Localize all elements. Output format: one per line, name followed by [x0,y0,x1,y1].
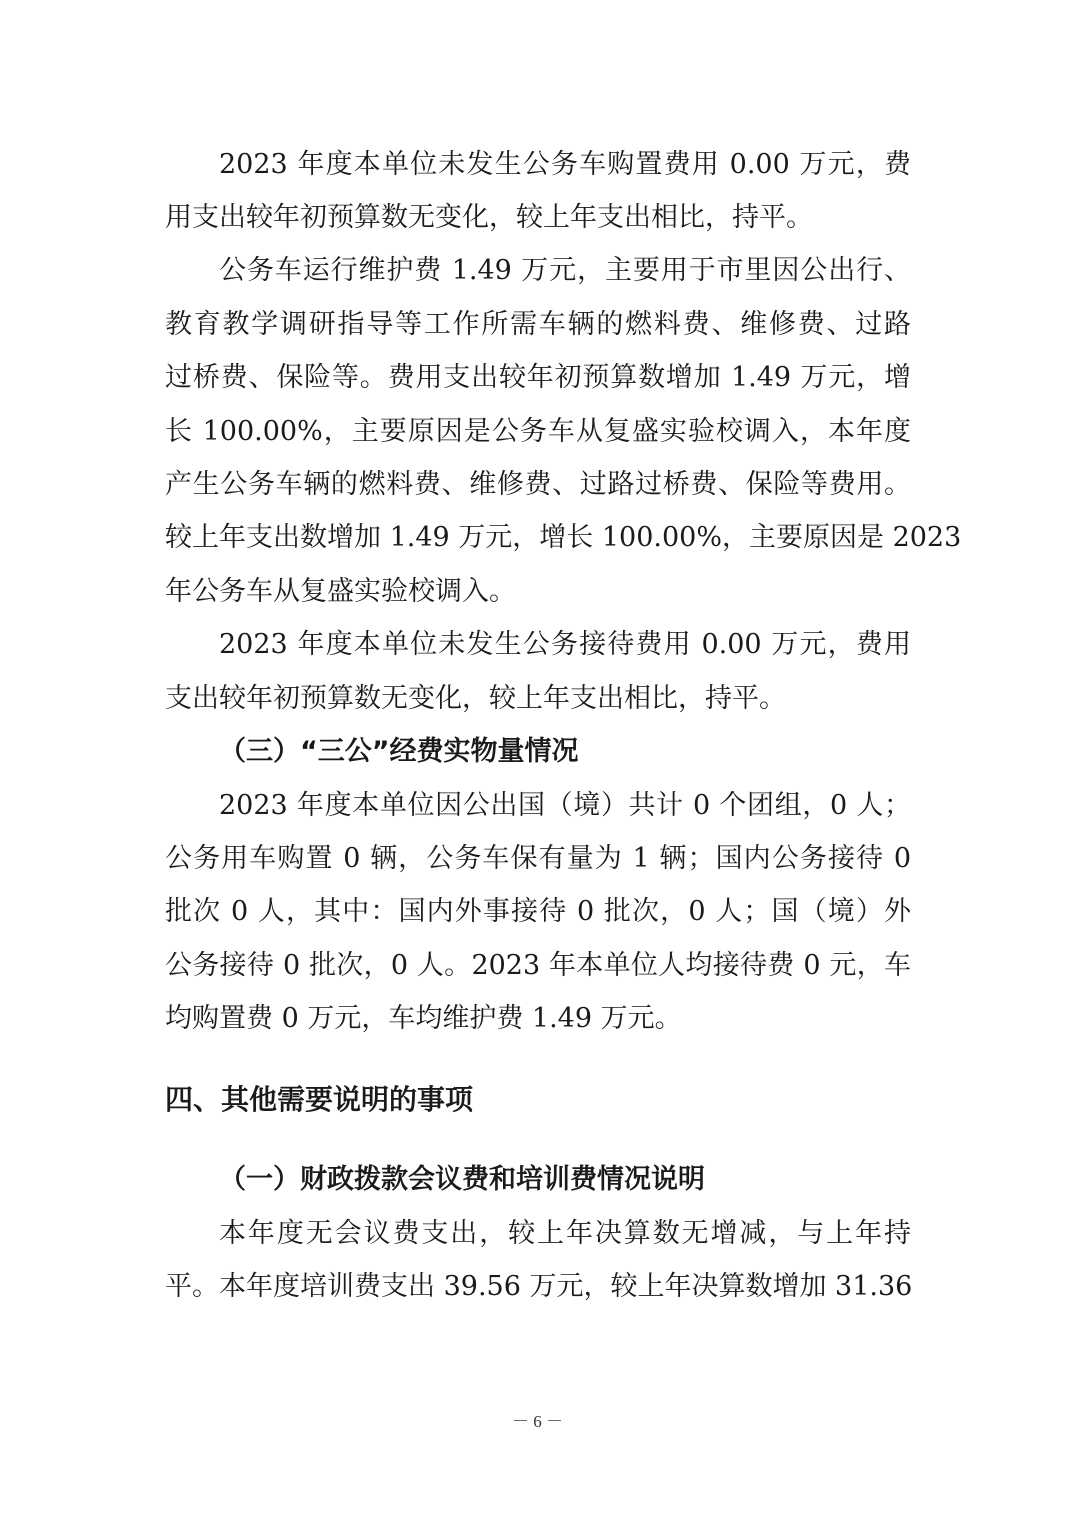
paragraph-line: 年公务车从复盛实验校调入。 [165,576,516,607]
paragraph-line: 均购置费 0 万元，车均维护费 1.49 万元。 [165,1003,682,1034]
paragraph-line: 2023 年度本单位未发生公务接待费用 0.00 万元，费用 [219,629,911,660]
paragraph-line: 长 100.00%，主要原因是公务车从复盛实验校调入，本年度 [165,416,911,447]
paragraph-line: 平。本年度培训费支出 39.56 万元，较上年决算数增加 31.36 [165,1271,913,1302]
paragraph-line: 教育教学调研指导等工作所需车辆的燃料费、维修费、过路 [165,309,911,340]
paragraph-line: 公务接待 0 批次，0 人。2023 年本单位人均接待费 0 元，车 [165,950,911,981]
paragraph-line: 产生公务车辆的燃料费、维修费、过路过桥费、保险等费用。 [165,469,911,500]
paragraph-line: 用支出较年初预算数无变化，较上年支出相比，持平。 [165,202,813,233]
subheading-three: （三）“三公”经费实物量情况 [219,736,579,767]
paragraph-line: 过桥费、保险等。费用支出较年初预算数增加 1.49 万元，增 [165,362,911,393]
paragraph-line: 批次 0 人，其中：国内外事接待 0 批次，0 人；国（境）外 [165,896,911,927]
paragraph-line: 较上年支出数增加 1.49 万元，增长 100.00%，主要原因是 2023 [165,522,962,553]
paragraph-line: 2023 年度本单位未发生公务车购置费用 0.00 万元，费 [219,149,911,180]
section-heading: 四、其他需要说明的事项 [165,1083,474,1116]
paragraph-line: 2023 年度本单位因公出国（境）共计 0 个团组，0 人； [219,790,911,821]
subheading-one: （一）财政拨款会议费和培训费情况说明 [219,1164,705,1195]
paragraph-line: 公务车运行维护费 1.49 万元，主要用于市里因公出行、 [219,255,911,286]
paragraph-line: 公务用车购置 0 辆，公务车保有量为 1 辆；国内公务接待 0 [165,843,911,874]
paragraph-line: 支出较年初预算数无变化，较上年支出相比，持平。 [165,683,786,714]
page-number: － 6 － [512,1412,563,1431]
paragraph-line: 本年度无会议费支出，较上年决算数无增减，与上年持 [219,1218,911,1249]
